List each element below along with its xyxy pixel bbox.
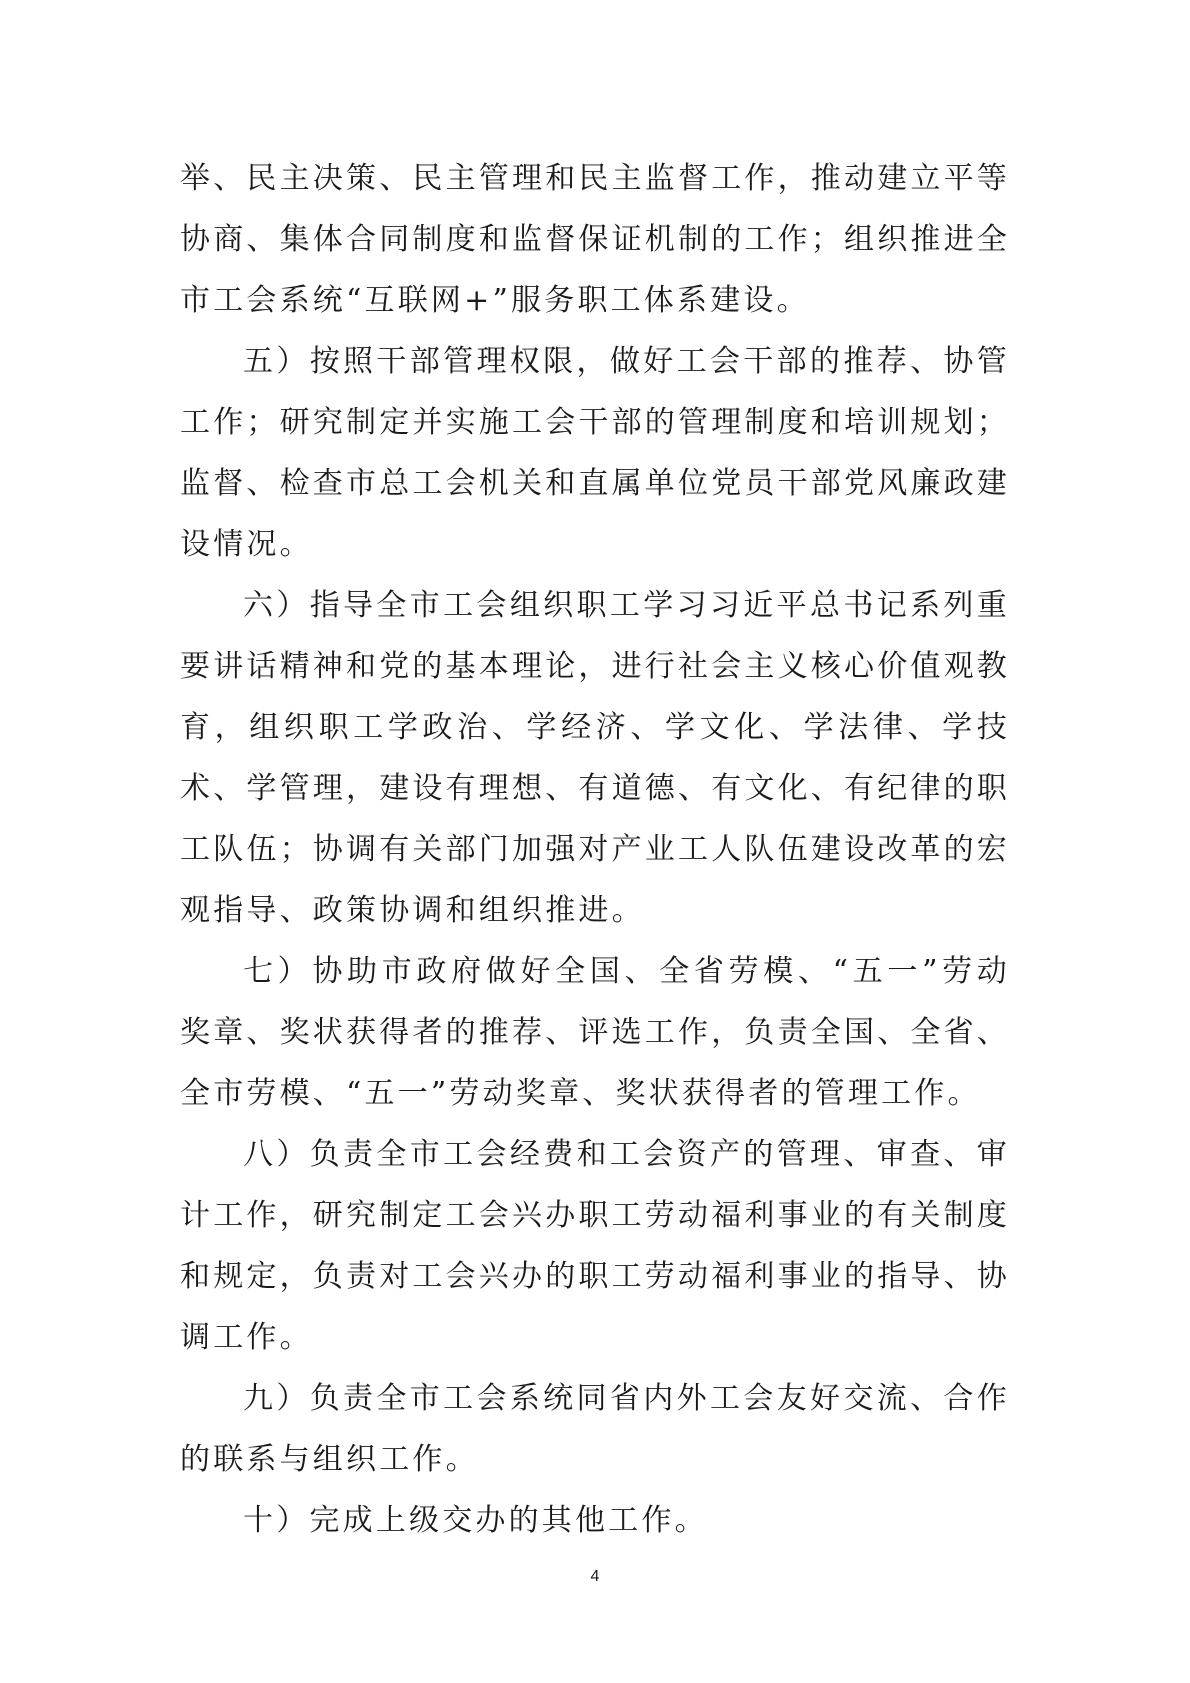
paragraph-item-8: 八）负责全市工会经费和工会资产的管理、审查、审计工作，研究制定工会兴办职工劳动福利事业的有关制度和规定，负责对工会兴办的职工劳动福利事业的指导、协调工作。 (180, 1137, 1010, 1355)
paragraph-continued: 举、民主决策、民主管理和民主监督工作，推动建立平等协商、集体合同制度和监督保证机制的工作；组织推进全市工会系统“互联网+”服务职工体系建设。 (180, 161, 1010, 318)
document-body (180, 148, 1010, 1551)
paragraph-item-6: 六）指导全市工会组织职工学习习近平总书记系列重要讲话精神和党的基本理论，进行社会主义核心价值观教育，组织职工学政治、学经济、学文化、学法律、学技术、学管理，建设有理想、有道德、有文化、有纪律的职工队伍；协调有关部门加强对产业工人队伍建设改革的宏观指导、政策协调和组织推进。 (180, 588, 1010, 928)
page-number: 4 (590, 1568, 600, 1585)
paragraph-item-7: 七）协助市政府做好全国、全省劳模、“五一”劳动奖章、奖状获得者的推荐、评选工作，负责全国、全省、全市劳模、“五一”劳动奖章、奖状获得者的管理工作。 (180, 954, 1010, 1111)
paragraph-item-5: 五）按照干部管理权限，做好工会干部的推荐、协管工作；研究制定并实施工会干部的管理制度和培训规划；监督、检查市总工会机关和直属单位党员干部党风廉政建设情况。 (180, 344, 1010, 562)
paragraph-item-9: 九）负责全市工会系统同省内外工会友好交流、合作的联系与组织工作。 (180, 1381, 1010, 1477)
paragraph-item-10: 十）完成上级交办的其他工作。 (243, 1503, 708, 1538)
